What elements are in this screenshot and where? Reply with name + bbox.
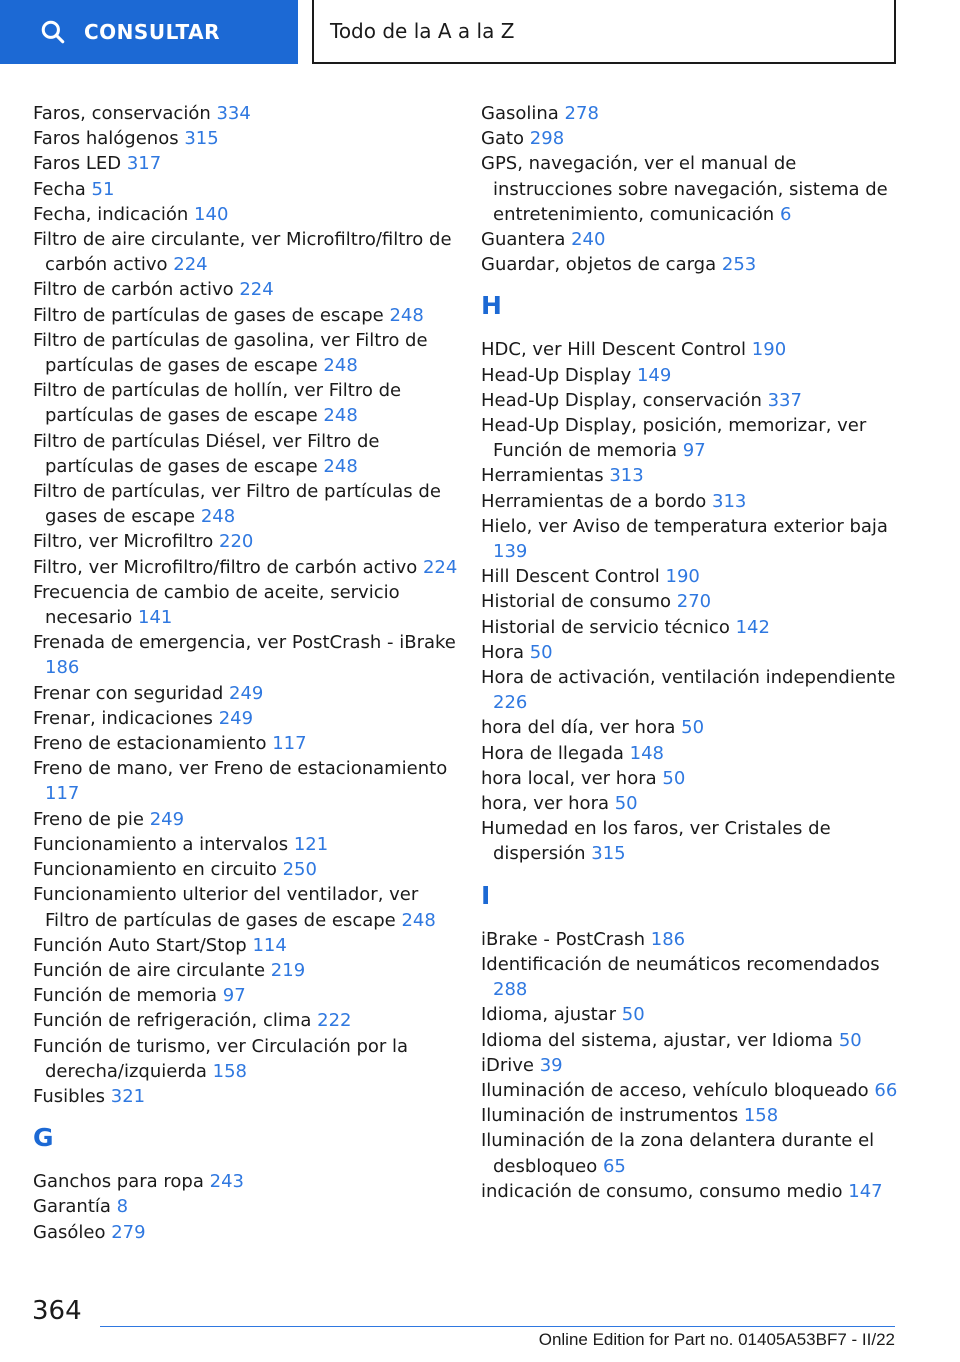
entry-text: Herramientas de a bordo [481, 490, 707, 512]
index-entry [481, 1053, 911, 1078]
entry-text: Fecha [33, 178, 86, 200]
index-entry [33, 479, 458, 529]
entry-text: Función de memoria [33, 985, 218, 1007]
page-link[interactable]: 243 [209, 1171, 244, 1193]
page-link[interactable]: 149 [636, 364, 672, 386]
index-entry [33, 1084, 458, 1109]
page-link[interactable]: 278 [564, 103, 599, 124]
entry-text: Fusibles [33, 1085, 106, 1107]
page-link[interactable]: 121 [293, 833, 329, 855]
page-link[interactable]: 248 [401, 909, 436, 931]
entry-text: Frecuencia de cambio de aceite, servicio necesario [33, 581, 400, 629]
index-entry [481, 151, 911, 227]
index-entry [33, 983, 458, 1008]
page-link[interactable]: 186 [650, 928, 686, 950]
index-entry [481, 665, 911, 715]
index-entry [33, 832, 458, 857]
page-link[interactable]: 313 [609, 465, 644, 487]
page-link[interactable]: 190 [751, 339, 787, 361]
index-entry [481, 741, 911, 766]
index-entry [481, 791, 911, 816]
section-title: Todo de la A a la Z [312, 0, 896, 64]
index-entry [33, 1194, 458, 1219]
index-entry [33, 933, 458, 958]
consult-tab-label: CONSULTAR [84, 20, 220, 44]
page-link[interactable]: 142 [735, 616, 770, 638]
index-entry [33, 378, 458, 428]
index-entry [481, 337, 911, 362]
entry-text: GPS, navegación, ver el manual de instrucciones sobre navegación, sistema de entretenimiento, comunicación [481, 153, 888, 225]
entry-text: Freno de estacionamiento [33, 733, 267, 755]
index-entry [33, 857, 458, 882]
page-link[interactable]: 140 [194, 203, 229, 225]
page-link[interactable]: 220 [219, 531, 254, 553]
index-entry [33, 328, 458, 378]
entry-text: Filtro de partículas de hollín, ver Filtro de partículas de gases de escape [33, 380, 402, 427]
index-entry [33, 277, 458, 302]
entry-text: indicación de consumo, consumo medio [481, 1180, 843, 1202]
page-link[interactable]: 222 [317, 1010, 352, 1032]
page-link[interactable]: 315 [184, 128, 219, 150]
entry-text: Filtro de partículas Diésel, ver Filtro de partículas de gases de escape [33, 430, 380, 477]
entry-text: Hora [481, 641, 524, 663]
page-link[interactable]: 147 [848, 1180, 883, 1202]
entry-text: Guantera [481, 229, 566, 251]
page-link[interactable]: 317 [126, 153, 162, 175]
page-link[interactable]: 253 [721, 254, 757, 276]
index-entry [481, 388, 911, 413]
entry-text: Gasolina [481, 103, 559, 124]
entry-text: Garantía [33, 1196, 111, 1218]
page-link[interactable]: 315 [591, 843, 626, 865]
page-link[interactable]: 117 [272, 733, 307, 755]
entry-text: Idioma, ajustar [481, 1004, 617, 1026]
page-link[interactable]: 6 [779, 203, 792, 225]
page-link[interactable]: 50 [681, 717, 705, 739]
entry-text: Hora de llegada [481, 742, 624, 764]
entry-text: Head-Up Display [481, 364, 632, 386]
entry-text: Funcionamiento a intervalos [33, 833, 289, 855]
entry-text: Hill Descent Control [481, 566, 660, 588]
page-link[interactable]: 141 [138, 607, 173, 629]
index-entry [481, 952, 911, 1002]
entry-text: iDrive [481, 1054, 534, 1076]
footer-edition: Online Edition for Part no. 01405A53BF7 - II/22 [538, 1330, 895, 1349]
index-entry [481, 615, 911, 640]
page-link[interactable]: 224 [239, 279, 274, 301]
entry-text: Herramientas [481, 465, 604, 487]
index-column-right [481, 101, 911, 1204]
entry-text: Freno de mano, ver Freno de estacionamiento [33, 758, 448, 780]
index-entry [481, 514, 911, 564]
entry-text: Idioma del sistema, ajustar, ver Idioma [481, 1029, 834, 1051]
page-link[interactable]: 248 [323, 405, 358, 427]
index-entry [481, 101, 911, 126]
index-entry [33, 151, 458, 176]
entry-text: Funcionamiento en circuito [33, 859, 277, 881]
entry-text: Faros, conservación [33, 103, 211, 124]
index-entry [481, 489, 911, 514]
footer-divider [100, 1326, 895, 1327]
page-link[interactable]: 158 [212, 1060, 247, 1082]
section-letter: I [481, 880, 491, 910]
index-entry [481, 589, 911, 614]
page-link[interactable]: 279 [111, 1221, 146, 1243]
entry-text: Faros halógenos [33, 128, 179, 150]
consult-tab[interactable] [0, 0, 298, 64]
entry-text: Historial de servicio técnico [481, 616, 730, 638]
page-link[interactable]: 334 [216, 103, 251, 124]
page-link[interactable]: 66 [874, 1079, 898, 1101]
page-number: 364 [32, 1296, 82, 1326]
index-entry [33, 101, 458, 126]
page-link[interactable]: 224 [173, 254, 208, 276]
page-link[interactable]: 148 [629, 742, 665, 764]
page-link[interactable]: 8 [116, 1196, 129, 1218]
index-entry [33, 126, 458, 151]
index-entry [481, 126, 911, 151]
entry-text: iBrake - PostCrash [481, 928, 646, 950]
index-entry [33, 202, 458, 227]
entry-text: Funcionamiento ulterior del ventilador, ver Filtro de partículas de gases de escape [33, 884, 419, 931]
entry-text: hora del día, ver hora [481, 717, 676, 739]
entry-text: hora, ver hora [481, 793, 609, 815]
page-link[interactable]: 248 [200, 506, 236, 528]
index-entry [481, 564, 911, 589]
index-entry [481, 413, 911, 463]
entry-text: Filtro, ver Microfiltro [33, 531, 214, 553]
index-entry [481, 1103, 911, 1128]
entry-text: Gato [481, 128, 525, 150]
index-entry [33, 1034, 458, 1084]
entry-text: Filtro de partículas, ver Filtro de partículas de gases de escape [33, 481, 441, 528]
entry-text: Head-Up Display, posición, memorizar, ver Función de memoria [481, 415, 867, 462]
entry-text: Frenar con seguridad [33, 682, 224, 704]
entry-text: Humedad en los faros, ver Cristales de dispersión [481, 818, 831, 865]
index-entry [33, 580, 458, 630]
index-entry [481, 1028, 911, 1053]
entry-text: Función Auto Start/Stop [33, 934, 247, 956]
entry-text: Frenada de emergencia, ver PostCrash - iBrake [33, 632, 456, 654]
entry-text: Ganchos para ropa [33, 1171, 204, 1193]
page-link[interactable]: 97 [682, 440, 706, 462]
page-link[interactable]: 50 [529, 641, 553, 663]
entry-text: Hora de activación, ventilación independiente [481, 667, 896, 689]
entry-text: Filtro, ver Microfiltro/filtro de carbón activo [33, 556, 418, 578]
index-entry [33, 429, 458, 479]
index-entry [481, 1078, 911, 1103]
entry-text: HDC, ver Hill Descent Control [481, 339, 747, 361]
index-entry [33, 756, 458, 806]
page-link[interactable]: 248 [323, 355, 358, 377]
page-link[interactable]: 39 [539, 1054, 563, 1076]
page-link[interactable]: 139 [493, 541, 528, 563]
page-link[interactable]: 249 [229, 682, 264, 704]
entry-text: Función de refrigeración, clima [33, 1010, 312, 1032]
entry-text: Head-Up Display, conservación [481, 389, 762, 411]
page-link[interactable]: 50 [838, 1029, 862, 1051]
page-link[interactable]: 240 [571, 229, 606, 251]
page-link[interactable]: 51 [91, 178, 115, 200]
entry-text: Filtro de aire circulante, ver Microfiltro/filtro de carbón activo [33, 229, 452, 276]
index-entry [33, 958, 458, 983]
page-link[interactable]: 50 [621, 1004, 645, 1026]
entry-text: Fecha, indicación [33, 203, 189, 225]
index-entry [33, 630, 458, 680]
index-entry [33, 555, 458, 580]
index-entry [33, 1220, 458, 1245]
entry-text: Identificación de neumáticos recomendados [481, 953, 880, 975]
index-entry [481, 1128, 911, 1178]
page-link[interactable]: 250 [282, 859, 317, 881]
entry-text: Historial de consumo [481, 591, 672, 613]
entry-text: Freno de pie [33, 808, 144, 830]
page-link[interactable]: 190 [665, 566, 700, 588]
page-link[interactable]: 117 [45, 783, 80, 805]
index-entry [33, 882, 458, 932]
page-link[interactable]: 313 [712, 490, 747, 512]
index-entry [481, 927, 911, 952]
page-link[interactable]: 298 [529, 128, 565, 150]
entry-text: Faros LED [33, 153, 122, 175]
index-entry [33, 529, 458, 554]
page-link[interactable]: 158 [743, 1105, 779, 1127]
search-icon [40, 19, 66, 45]
entry-text: Función de turismo, ver Circulación por la derecha/izquierda [33, 1035, 409, 1082]
section-letter: H [481, 291, 502, 321]
page-link[interactable]: 337 [767, 389, 802, 411]
entry-text: Gasóleo [33, 1221, 106, 1243]
page-link[interactable]: 288 [493, 979, 528, 1001]
page-link[interactable]: 219 [270, 959, 306, 981]
page-link[interactable]: 270 [676, 591, 712, 613]
index-entry [481, 640, 911, 665]
index-column-left [33, 101, 458, 1245]
page-link[interactable]: 226 [493, 692, 528, 714]
entry-text: Filtro de partículas de gasolina, ver Filtro de partículas de gases de escape [33, 329, 428, 377]
page-link[interactable]: 321 [110, 1085, 146, 1107]
entry-text: Filtro de partículas de gases de escape [33, 304, 384, 326]
index-entry [33, 706, 458, 731]
entry-text: Iluminación de acceso, vehículo bloqueado [481, 1079, 869, 1101]
entry-text: Función de aire circulante [33, 959, 266, 981]
page-link[interactable]: 97 [222, 985, 246, 1007]
entry-text: Hielo, ver Aviso de temperatura exterior baja [481, 515, 888, 537]
index-entry [33, 227, 458, 277]
index-entry [33, 1008, 458, 1033]
page-link[interactable]: 224 [422, 556, 458, 578]
section-letter: G [33, 1123, 54, 1153]
entry-text: Iluminación de instrumentos [481, 1105, 739, 1127]
index-entry [481, 463, 911, 488]
page-link[interactable]: 50 [662, 767, 686, 789]
page-link[interactable]: 249 [218, 707, 254, 729]
page-link[interactable]: 186 [45, 657, 80, 679]
index-entry [33, 1169, 458, 1194]
entry-text: hora local, ver hora [481, 767, 657, 789]
entry-text: Iluminación de la zona delantera durante el desbloqueo [481, 1130, 875, 1177]
index-entry [33, 303, 458, 328]
page-link[interactable]: 65 [602, 1155, 626, 1177]
index-entry [481, 227, 911, 252]
page-link[interactable]: 248 [389, 304, 424, 326]
page-link[interactable]: 248 [323, 455, 358, 477]
page-link[interactable]: 114 [252, 934, 287, 956]
page-link[interactable]: 249 [149, 808, 185, 830]
entry-text: Filtro de carbón activo [33, 279, 234, 301]
index-entry [33, 681, 458, 706]
index-entry [481, 1179, 911, 1204]
entry-text: Frenar, indicaciones [33, 707, 213, 729]
index-entry [481, 715, 911, 740]
index-entry [481, 766, 911, 791]
entry-text: Guardar, objetos de carga [481, 254, 717, 276]
index-entry [481, 363, 911, 388]
index-entry [33, 731, 458, 756]
page-link[interactable]: 50 [614, 793, 638, 815]
index-entry [481, 816, 911, 866]
index-entry [33, 807, 458, 832]
index-entry [481, 252, 911, 277]
index-entry [481, 1002, 911, 1027]
index-entry [33, 177, 458, 202]
